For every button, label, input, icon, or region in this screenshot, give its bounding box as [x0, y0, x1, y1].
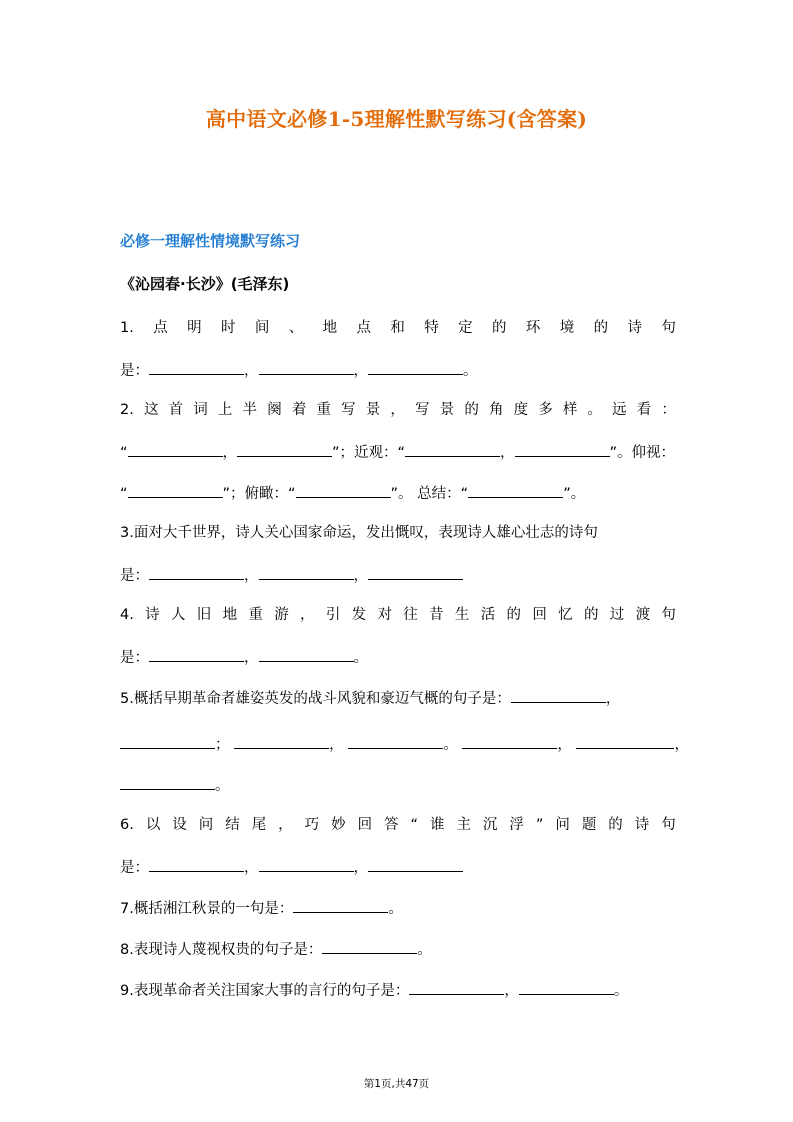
q6-char: ，	[278, 817, 293, 833]
q6-char: 设	[172, 817, 187, 833]
q5-semi: ；	[215, 737, 230, 753]
q6-char: 句	[661, 817, 676, 833]
q4-char: 的	[583, 607, 599, 623]
q7-blank-1[interactable]	[293, 897, 388, 913]
q4-char: 游	[274, 607, 289, 623]
q5-blank-5[interactable]	[462, 733, 557, 749]
q9-blank-2[interactable]	[519, 979, 614, 995]
q6-char: 以	[145, 817, 161, 833]
q2-char: 阕	[267, 402, 282, 418]
q5-blank-7[interactable]	[120, 774, 215, 790]
q6-sep-2: ，	[353, 860, 368, 876]
q1-char: 地	[322, 320, 338, 336]
q1-char: 诗	[627, 320, 642, 336]
q2-char: 着	[291, 402, 307, 418]
q4-char: 句	[661, 607, 676, 623]
q5-comma-1: ，	[605, 691, 621, 707]
q2-char: 看	[636, 402, 652, 418]
question-5-line-1	[120, 687, 676, 709]
q6-char: 答	[384, 817, 399, 833]
q2-near: ”；近观：“	[332, 445, 406, 461]
q4-char: 生	[454, 607, 470, 623]
q6-prefix: 是：	[120, 860, 149, 876]
q6-char: 回	[357, 817, 373, 833]
q6-char: 巧	[304, 817, 320, 833]
q6-char: 问	[555, 817, 570, 833]
q3-sep-1: ，	[244, 568, 259, 584]
q5-text: 5.概括早期革命者雄姿英发的战斗风貌和豪迈气概的句子是：	[120, 691, 511, 707]
q1-end: 。	[463, 363, 478, 379]
q8-text: 8.表现诗人蔑视权贵的句子是：	[120, 942, 323, 958]
q2-blank-7[interactable]	[468, 482, 563, 498]
q6-sep-1: ，	[244, 860, 259, 876]
q2-open-2: “	[120, 486, 128, 502]
q4-char: 回	[532, 607, 547, 623]
q4-char: 地	[222, 607, 238, 623]
q6-char: 问	[198, 817, 214, 833]
q2-sep-2: ，	[500, 445, 515, 461]
q6-blank-3[interactable]	[368, 856, 463, 872]
question-2-line-2	[120, 441, 676, 463]
q2-char: 上	[217, 402, 233, 418]
q5-comma-3: ，	[557, 737, 572, 753]
question-2-line-1	[120, 400, 676, 420]
q4-char: 活	[480, 607, 496, 623]
q2-down: ”；俯瞰：“	[222, 486, 296, 502]
q2-char: 远	[612, 402, 627, 418]
q5-blank-3[interactable]	[234, 733, 329, 749]
q2-sum: ”。 总结：“	[390, 486, 469, 502]
q9-sep: ，	[504, 983, 519, 999]
q1-blank-3[interactable]	[368, 359, 463, 375]
question-1-line-1	[120, 318, 676, 338]
q9-text: 9.表现革命者关注国家大事的言行的句子是：	[120, 983, 410, 999]
q2-blank-1[interactable]	[128, 441, 223, 457]
q2-char: 半	[242, 402, 258, 418]
q2-char: ：	[661, 402, 676, 418]
q2-char: 重	[316, 402, 331, 418]
q2-char: 度	[513, 402, 529, 418]
q3-sep-2: ，	[353, 568, 368, 584]
q5-blank-1[interactable]	[511, 687, 606, 703]
question-5-line-3	[120, 774, 676, 796]
q1-char: 和	[390, 320, 405, 336]
q6-char: 妙	[331, 817, 346, 833]
q4-char: 昔	[429, 607, 444, 623]
q2-blank-2[interactable]	[237, 441, 332, 457]
q9-end: 。	[613, 983, 629, 999]
section-heading: 必修一理解性情境默写练习	[120, 232, 301, 250]
q2-char: 角	[488, 402, 504, 418]
question-7	[120, 897, 676, 919]
q3-blank-2[interactable]	[259, 564, 354, 580]
document-title: 高中语文必修1-5理解性默写练习(含答案)	[205, 107, 588, 131]
q4-char: 对	[377, 607, 392, 623]
q4-char: 过	[609, 607, 625, 623]
q4-sep: ，	[244, 650, 259, 666]
poem-heading: 《沁园春·长沙》(毛泽东)	[120, 275, 290, 293]
q4-char: 旧	[196, 607, 212, 623]
q6-char: ”	[535, 817, 544, 833]
question-8	[120, 938, 676, 960]
q6-char: 的	[608, 817, 623, 833]
question-9	[120, 979, 676, 1001]
q6-char: 沉	[482, 817, 498, 833]
q2-blank-3[interactable]	[405, 441, 500, 457]
q4-char: 引	[325, 607, 341, 623]
q6-char: 结	[225, 817, 240, 833]
q5-period-1: 。	[443, 737, 458, 753]
q4-char: 重	[248, 607, 263, 623]
q2-char: 这	[143, 402, 159, 418]
question-3-line-2	[120, 564, 676, 586]
q4-char: 发	[351, 607, 367, 623]
question-4-line-2	[120, 646, 676, 668]
q9-blank-1[interactable]	[409, 979, 504, 995]
q2-blank-4[interactable]	[515, 441, 610, 457]
q4-char: 的	[506, 607, 522, 623]
q1-char: 时	[220, 320, 236, 336]
q7-text: 7.概括湘江秋景的一句是：	[120, 901, 294, 917]
q2-char: 景	[365, 402, 381, 418]
q1-char: 1.	[120, 320, 134, 336]
q3-blank-3[interactable]	[368, 564, 463, 580]
q2-char: 2.	[120, 402, 134, 418]
q5-period-2: 。	[215, 778, 230, 794]
question-2-line-3	[120, 482, 676, 504]
q6-char: “	[410, 817, 419, 833]
q1-char: 、	[288, 320, 304, 336]
q2-char: 样	[562, 402, 578, 418]
q1-char: 的	[593, 320, 609, 336]
q1-char: 间	[254, 320, 270, 336]
q8-blank-1[interactable]	[322, 938, 417, 954]
question-1-line-2	[120, 359, 676, 381]
q1-char: 句	[661, 320, 676, 336]
q6-char: 尾	[251, 817, 267, 833]
q4-prefix: 是：	[120, 650, 149, 666]
q2-char: ，	[390, 402, 405, 418]
q1-blank-2[interactable]	[259, 359, 354, 375]
q1-char: 点	[356, 320, 371, 336]
q2-char: 。	[587, 402, 603, 418]
question-6-line-2	[120, 856, 676, 878]
q4-blank-1[interactable]	[149, 646, 244, 662]
question-4-line-1	[120, 605, 676, 625]
q1-char: 境	[559, 320, 575, 336]
q6-char: 6.	[120, 817, 134, 833]
q2-char: 写	[415, 402, 430, 418]
question-5-line-2	[120, 733, 689, 755]
q2-char: 景	[439, 402, 455, 418]
q5-comma-2: ，	[329, 737, 344, 753]
q5-blank-4[interactable]	[348, 733, 443, 749]
q6-blank-1[interactable]	[149, 856, 244, 872]
q1-char: 点	[153, 320, 168, 336]
q5-blank-2[interactable]	[120, 733, 215, 749]
page-footer: 第1页,共47页	[363, 1078, 430, 1090]
q1-char: 环	[525, 320, 541, 336]
question-6-line-1	[120, 815, 676, 835]
q5-comma-4: ，	[674, 737, 689, 753]
q8-end: 。	[417, 942, 432, 958]
q1-blank-1[interactable]	[149, 359, 244, 375]
q4-char: ，	[300, 607, 315, 623]
q4-char: 往	[403, 607, 418, 623]
q4-char: 忆	[558, 607, 573, 623]
q2-char: 的	[464, 402, 479, 418]
q1-sep-1: ，	[244, 363, 259, 379]
q1-sep-2: ，	[353, 363, 368, 379]
q2-open: “	[120, 445, 128, 461]
q2-char: 首	[168, 402, 184, 418]
q4-char: 4.	[120, 607, 134, 623]
q2-up: ”。仰视：	[609, 445, 676, 461]
q2-blank-6[interactable]	[296, 482, 391, 498]
q4-char: 渡	[635, 607, 651, 623]
q3-blank-1[interactable]	[149, 564, 244, 580]
q2-blank-5[interactable]	[128, 482, 223, 498]
q1-prefix: 是：	[120, 363, 149, 379]
q5-blank-6[interactable]	[576, 733, 674, 749]
q1-char: 明	[187, 320, 202, 336]
q7-end: 。	[388, 901, 403, 917]
q2-sep-1: ，	[222, 445, 238, 461]
q6-char: 题	[581, 817, 597, 833]
q2-char: 写	[341, 402, 356, 418]
q4-end: 。	[353, 650, 368, 666]
q4-char: 人	[170, 607, 186, 623]
q4-char: 诗	[145, 607, 160, 623]
q1-char: 的	[491, 320, 507, 336]
q4-blank-2[interactable]	[259, 646, 354, 662]
q1-char: 定	[458, 320, 473, 336]
q1-char: 特	[424, 320, 439, 336]
q6-char: 谁	[429, 817, 445, 833]
q6-char: 浮	[509, 817, 524, 833]
q2-end: ”。	[563, 486, 586, 502]
q6-char: 诗	[634, 817, 650, 833]
question-3-line-1: 3.面对大千世界，诗人关心国家命运，发出慨叹，表现诗人雄心壮志的诗句	[120, 525, 598, 541]
q6-char: 主	[456, 817, 471, 833]
q2-char: 词	[193, 402, 208, 418]
q6-blank-2[interactable]	[259, 856, 354, 872]
q3-prefix: 是：	[120, 568, 149, 584]
q2-char: 多	[538, 402, 553, 418]
